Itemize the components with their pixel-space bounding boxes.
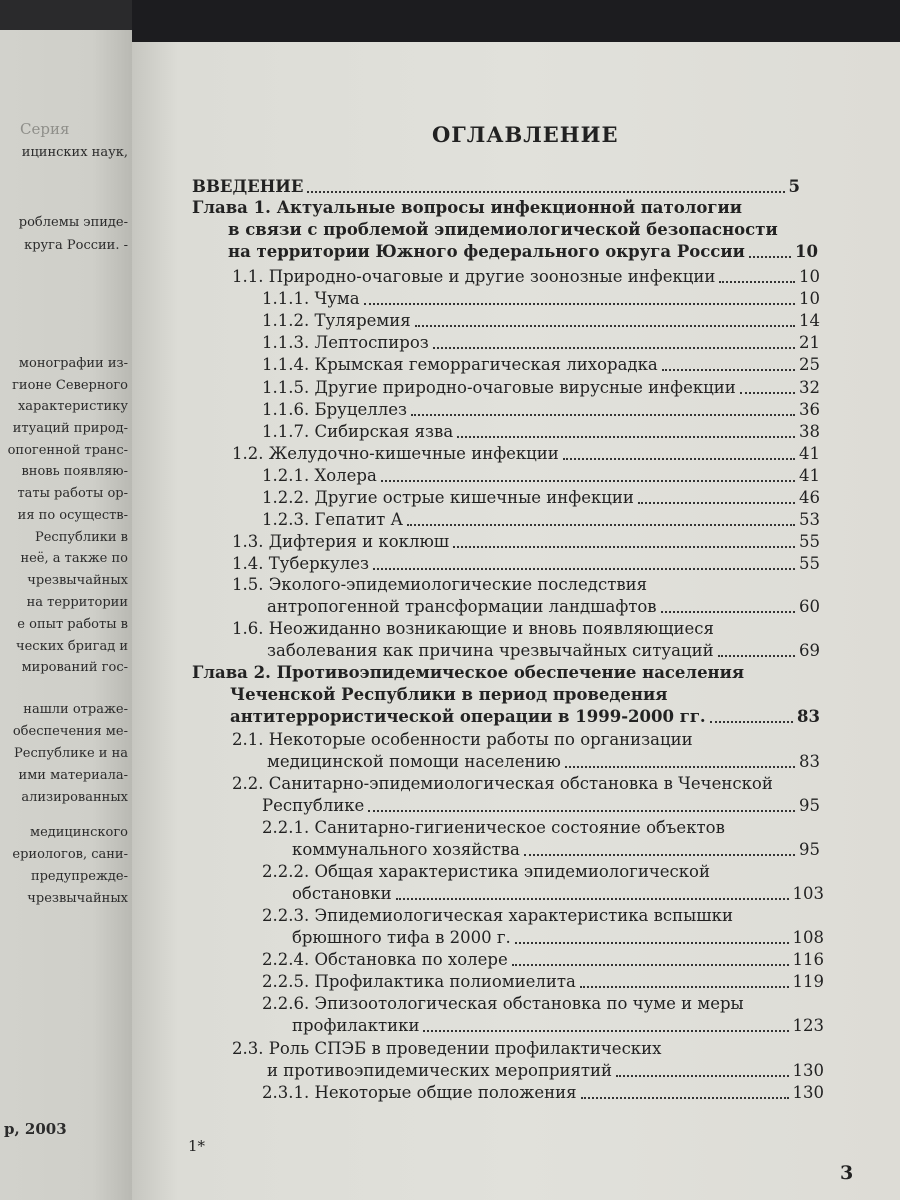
toc-entry-label: обстановки (292, 884, 392, 903)
toc-entry-label: медицинской помощи населению (267, 752, 561, 771)
dot-leader (407, 524, 795, 526)
left-page-fragment: чрезвычайных (27, 891, 128, 906)
toc-entry (262, 378, 820, 398)
toc-entry-page: 116 (792, 950, 824, 969)
chapter1-title-line-2: в связи с проблемой эпидемиологической безопасности (228, 220, 778, 239)
left-page-fragment: неё, а также по (20, 551, 128, 566)
toc-entry-label: 2.2.5. Профилактика полиомиелита (262, 972, 576, 991)
toc-entry-label: 1.1.3. Лептоспироз (262, 333, 429, 352)
toc-entry-2-2-1 (292, 840, 820, 860)
toc-entry-page: 83 (797, 707, 820, 726)
dot-leader (749, 256, 791, 258)
toc-entry (262, 422, 820, 442)
dot-leader (381, 480, 795, 482)
toc-entry (232, 267, 820, 287)
toc-entry-label: 1.1.5. Другие природно-очаговые вирусные инфекции (262, 378, 736, 397)
toc-entry (262, 333, 820, 353)
toc-entry (262, 355, 820, 375)
toc-entry-2-3 (267, 1061, 824, 1081)
toc-entry-label: ВВЕДЕНИЕ (192, 177, 304, 196)
toc-entry-label: 1.1. Природно-очаговые и другие зоонозные инфекции (232, 267, 716, 286)
toc-entry-2-2-2-line-1: 2.2.2. Общая характеристика эпидемиологической (262, 862, 710, 881)
toc-entry-label: 2.3.1. Некоторые общие положения (262, 1083, 577, 1102)
left-page-fragment: е опыт работы в (17, 617, 128, 632)
toc-entry-label: антитеррористической операции в 1999-2000 гг. (230, 707, 706, 726)
toc-entry-2-2-5 (262, 972, 824, 992)
toc-entry-label: и противоэпидемических мероприятий (267, 1061, 613, 1080)
left-facing-page (0, 30, 132, 1200)
chapter1-title-line-1: Глава 1. Актуальные вопросы инфекционной патологии (192, 198, 742, 217)
toc-entry-page: 95 (799, 840, 820, 859)
dot-leader (415, 325, 795, 327)
toc-entry (262, 488, 820, 508)
chapter1-title-line-3 (228, 242, 818, 262)
dot-leader (616, 1075, 788, 1077)
toc-entry-label: 1.1.4. Крымская геморрагическая лихорадка (262, 355, 658, 374)
chapter2-title-line-1: Глава 2. Противоэпидемическое обеспечение населения (192, 663, 745, 682)
chapter2-title-line-3 (230, 707, 820, 727)
toc-entry-2-2-2 (292, 884, 824, 904)
toc-entry-page: 95 (799, 796, 820, 815)
toc-entry-label: Республике (262, 796, 365, 815)
toc-entry-page: 41 (799, 466, 820, 485)
dot-leader (662, 369, 795, 371)
toc-entry-label: на территории Южного федерального округа России (228, 242, 745, 261)
toc-entry-page: 55 (799, 554, 820, 573)
toc-entry-2-2-4 (262, 950, 824, 970)
left-page-fragment: монографии из- (18, 356, 128, 371)
dot-leader (638, 502, 795, 504)
toc-entry (262, 311, 820, 331)
dot-leader (710, 721, 793, 723)
toc-entry-page: 83 (799, 752, 820, 771)
toc-entry-label: 1.1.1. Чума (262, 289, 360, 308)
toc-entry-label: 1.2. Желудочно-кишечные инфекции (232, 444, 559, 463)
toc-entry-2-2 (262, 796, 820, 816)
chapter2-title-line-2: Чеченской Республики в период проведения (230, 685, 668, 704)
left-page-fragment: Республики в (34, 530, 128, 545)
left-page-fragment: итуаций природ- (12, 421, 128, 436)
toc-entry (232, 532, 820, 552)
toc-entry (232, 444, 820, 464)
toc-entry-label: 1.1.7. Сибирская язва (262, 422, 454, 441)
toc-entry-2-1 (267, 752, 820, 772)
dot-leader (307, 191, 784, 193)
toc-entry-label: 1.2.2. Другие острые кишечные инфекции (262, 488, 634, 507)
dot-leader (740, 392, 795, 394)
faded-marginal-text: Серия (20, 120, 70, 138)
toc-entry-page: 130 (792, 1083, 824, 1102)
toc-entry-page: 5 (788, 177, 800, 196)
toc-entry-page: 10 (799, 289, 820, 308)
toc-entry-page: 41 (799, 444, 820, 463)
toc-entry-page: 53 (799, 510, 820, 529)
dot-leader (580, 986, 789, 988)
dot-leader (565, 766, 795, 768)
dot-leader (515, 942, 789, 944)
toc-entry-page: 60 (799, 597, 820, 616)
toc-entry-1-5-line-1: 1.5. Эколого-эпидемиологические последствия (232, 575, 648, 594)
toc-entry-label: 1.2.3. Гепатит А (262, 510, 403, 529)
left-page-fragment: медицинского (29, 825, 128, 840)
toc-entry-2-2-6-line-1: 2.2.6. Эпизоотологическая обстановка по чуме и меры (262, 994, 744, 1013)
dot-leader (453, 546, 795, 548)
toc-entry-intro (192, 177, 800, 197)
toc-entry-page: 69 (799, 641, 820, 660)
toc-entry-1-5 (267, 597, 820, 617)
signature-mark: 1* (188, 1137, 206, 1155)
toc-entry-1-6-line-1: 1.6. Неожиданно возникающие и вновь появляющиеся (232, 619, 714, 638)
toc-entry-label: 1.2.1. Холера (262, 466, 377, 485)
left-page-fragment: гионе Северного (12, 378, 128, 393)
toc-entry-2-2-3 (292, 928, 824, 948)
dot-leader (581, 1097, 789, 1099)
toc-entry-1-6 (267, 641, 820, 661)
dot-leader (563, 458, 795, 460)
toc-entry-page: 25 (799, 355, 820, 374)
page-shadow (132, 0, 900, 42)
dot-leader (718, 655, 795, 657)
toc-entry (262, 289, 820, 309)
dot-leader (512, 964, 789, 966)
left-page-fragment: на территории (26, 595, 128, 610)
toc-entry-page: 38 (799, 422, 820, 441)
toc-entry-2-1-line-1: 2.1. Некоторые особенности работы по организации (232, 730, 693, 749)
left-page-fragment: вновь появляю- (21, 464, 128, 479)
left-page-fragment: роблемы эпиде- (18, 215, 128, 230)
dot-leader (396, 898, 789, 900)
dot-leader (364, 303, 795, 305)
left-page-fragment: круга России. - (24, 238, 128, 253)
toc-entry-page: 103 (792, 884, 824, 903)
left-page-fragment: обеспечения ме- (12, 724, 128, 739)
toc-entry-label: 1.1.2. Туляремия (262, 311, 411, 330)
toc-entry-label: коммунального хозяйства (292, 840, 520, 859)
toc-entry-page: 46 (799, 488, 820, 507)
toc-entry-2-2-3-line-1: 2.2.3. Эпидемиологическая характеристика вспышки (262, 906, 733, 925)
dot-leader (373, 568, 795, 570)
dot-leader (719, 281, 795, 283)
left-page-fragment: опогенной транс- (7, 443, 128, 458)
left-page-fragment: ими материала- (18, 768, 128, 783)
toc-entry-page: 32 (799, 378, 820, 397)
dot-leader (457, 436, 795, 438)
toc-entry-page: 36 (799, 400, 820, 419)
page-number: 3 (840, 1162, 854, 1184)
toc-entry-label: 2.2.4. Обстановка по холере (262, 950, 508, 969)
left-page-year: р, 2003 (4, 1120, 67, 1138)
toc-entry-label: антропогенной трансформации ландшафтов (267, 597, 657, 616)
toc-entry-label: 1.1.6. Бруцеллез (262, 400, 407, 419)
toc-entry-page: 14 (799, 311, 820, 330)
toc-entry-page: 21 (799, 333, 820, 352)
toc-entry-page: 130 (792, 1061, 824, 1080)
toc-entry-label: брюшного тифа в 2000 г. (292, 928, 511, 947)
toc-page (132, 42, 900, 1200)
toc-entry-2-2-line-1: 2.2. Санитарно-эпидемиологическая обстановка в Чеченской (232, 774, 773, 793)
left-page-fragment: нашли отраже- (23, 702, 128, 717)
left-page-fragment: ческих бригад и (16, 639, 128, 654)
toc-entry-label: профилактики (292, 1016, 420, 1035)
toc-entry-2-2-6 (292, 1016, 824, 1036)
left-page-fragment: Республике и на (14, 746, 128, 761)
left-page-fragment: ализированных (21, 790, 128, 805)
toc-entry-2-3-line-1: 2.3. Роль СПЭБ в проведении профилактических (232, 1039, 662, 1058)
toc-entry-2-3-1 (262, 1083, 824, 1103)
left-page-fragment: таты работы ор- (17, 486, 128, 501)
toc-entry-page: 10 (799, 267, 820, 286)
toc-entry-page: 10 (795, 242, 818, 261)
left-page-fragment: ериологов, сани- (12, 847, 128, 862)
left-page-fragment: характеристику (17, 399, 128, 414)
left-page-fragment: предупрежде- (30, 869, 128, 884)
toc-title: ОГЛАВЛЕНИЕ (432, 122, 619, 147)
toc-entry (232, 554, 820, 574)
left-page-fragment: ия по осуществ- (17, 508, 128, 523)
toc-entry-label: 1.4. Туберкулез (232, 554, 369, 573)
left-page-fragment: ицинских наук, (21, 145, 128, 160)
toc-entry (262, 400, 820, 420)
toc-entry-page: 123 (792, 1016, 824, 1035)
toc-entry-page: 108 (792, 928, 824, 947)
dot-leader (423, 1030, 788, 1032)
dot-leader (433, 347, 795, 349)
dot-leader (368, 810, 795, 812)
left-page-fragment: чрезвычайных (27, 573, 128, 588)
dot-leader (524, 854, 795, 856)
dot-leader (661, 611, 795, 613)
left-page-fragment: мирований гос- (21, 660, 128, 675)
toc-entry-2-2-1-line-1: 2.2.1. Санитарно-гигиеническое состояние объектов (262, 818, 725, 837)
toc-entry-label: заболевания как причина чрезвычайных ситуаций (267, 641, 714, 660)
toc-entry (262, 466, 820, 486)
toc-entry-page: 119 (792, 972, 824, 991)
toc-entry-label: 1.3. Дифтерия и коклюш (232, 532, 450, 551)
toc-entry-page: 55 (799, 532, 820, 551)
toc-entry (262, 510, 820, 530)
dot-leader (411, 414, 795, 416)
